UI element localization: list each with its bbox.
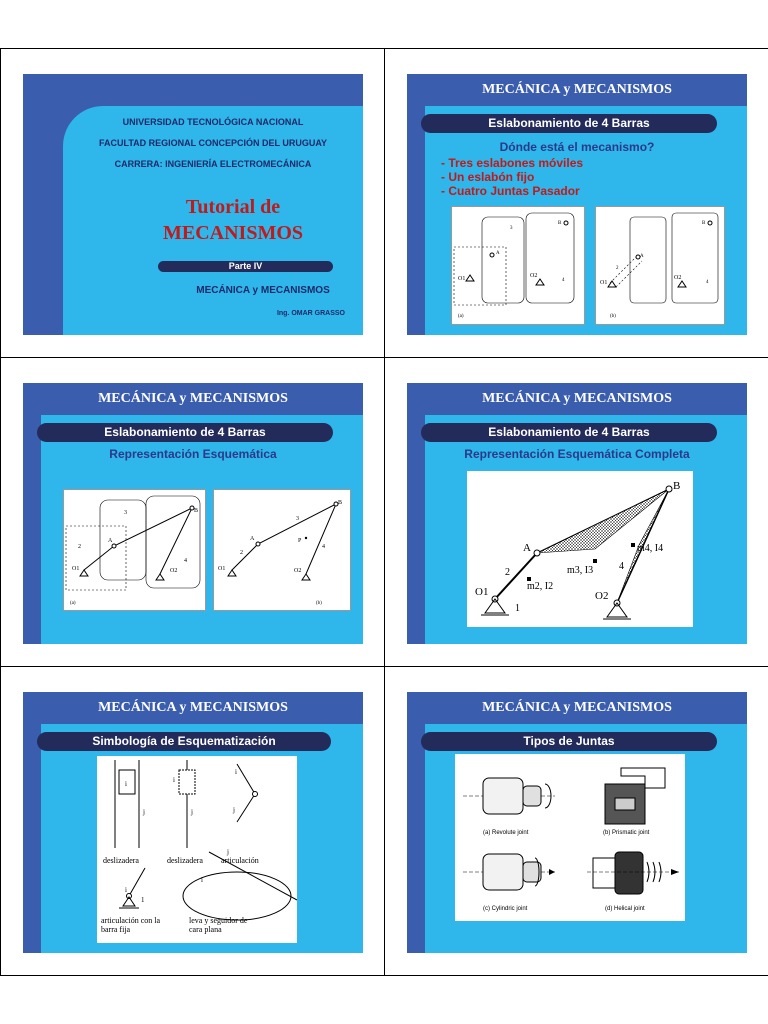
section-pill: Eslabonamiento de 4 Barras <box>421 423 717 442</box>
slide-header: MECÁNICA y MECANISMOS <box>482 82 672 97</box>
label-m4: m4, I4 <box>637 543 664 554</box>
career-line: CARRERA: INGENIERÍA ELECTROMECÁNICA <box>114 159 312 169</box>
svg-text:2: 2 <box>240 550 243 556</box>
svg-text:P: P <box>298 538 302 544</box>
svg-text:i: i <box>173 776 175 784</box>
svg-text:A: A <box>250 536 255 542</box>
schematic-drawing-a <box>64 490 205 610</box>
svg-text:1: 1 <box>141 896 145 904</box>
section-pill: Tipos de Juntas <box>421 732 717 751</box>
svg-text:i: i <box>125 780 127 788</box>
caption-slider-1: deslizadera <box>103 856 139 865</box>
svg-text:i: i <box>125 886 127 894</box>
svg-text:B: B <box>194 508 199 514</box>
svg-text:(b): (b) <box>316 601 322 606</box>
svg-text:O2: O2 <box>294 568 302 574</box>
svg-text:B: B <box>338 500 343 506</box>
author-line: Ing. OMAR GRASSO <box>276 310 345 317</box>
symbology-figure <box>97 756 297 943</box>
svg-text:4: 4 <box>184 558 187 564</box>
svg-text:O2: O2 <box>674 275 682 281</box>
joint-types-drawing <box>455 754 685 921</box>
label-B: B <box>673 480 681 492</box>
svg-text:O1: O1 <box>218 566 226 572</box>
svg-text:O2: O2 <box>530 273 538 279</box>
label-4: 4 <box>619 561 624 572</box>
faculty-line: FACULTAD REGIONAL CONCEPCIÓN DEL URUGUAY <box>98 138 327 148</box>
caption-ground-pin: articulación con la barra fija <box>101 916 161 934</box>
svg-text:4: 4 <box>322 544 325 550</box>
slide-subtitle: Representación Esquemática <box>109 447 277 461</box>
question-text: Dónde está el mecanismo? <box>499 140 655 154</box>
caption-slider-2: deslizadera <box>167 856 203 865</box>
svg-text:i: i <box>235 768 237 776</box>
slide-cell-3 <box>0 357 385 667</box>
caption-cylindric: (c) Cylindric joint <box>483 906 528 912</box>
bullet-item: - Tres eslabones móviles <box>441 156 584 170</box>
label-A: A <box>523 542 531 554</box>
svg-text:O1: O1 <box>72 566 80 572</box>
slide-symbology <box>23 692 363 953</box>
svg-text:j: j <box>191 808 193 816</box>
slide-complete-schematic <box>407 383 747 644</box>
label-m3: m3, I3 <box>567 565 594 576</box>
svg-text:i: i <box>201 876 203 884</box>
svg-text:3: 3 <box>296 516 299 522</box>
left-bar <box>407 692 425 953</box>
svg-text:B: B <box>558 221 562 226</box>
left-bar <box>407 383 425 644</box>
slide-cell-6 <box>384 666 768 976</box>
caption-revolute: (a) Revolute joint <box>483 830 529 836</box>
svg-text:A: A <box>496 251 500 256</box>
left-bar <box>23 383 41 644</box>
slide-cell-1 <box>0 48 385 358</box>
caption-cam: leva y seguidor de cara plana <box>189 916 248 934</box>
svg-text:O2: O2 <box>170 568 178 574</box>
symbology-drawing <box>97 756 297 943</box>
svg-text:(b): (b) <box>610 314 616 319</box>
slide-header: MECÁNICA y MECANISMOS <box>482 700 672 715</box>
bullet-list <box>441 156 583 198</box>
complete-schematic-figure <box>467 471 693 627</box>
section-pill: Eslabonamiento de 4 Barras <box>421 114 717 133</box>
slide-subtitle: Representación Esquemática Completa <box>464 447 690 461</box>
svg-text:A: A <box>640 254 644 259</box>
svg-text:O1: O1 <box>458 276 466 282</box>
svg-text:B: B <box>702 221 706 226</box>
slide-cell-2 <box>384 48 768 358</box>
slide-schematic <box>23 383 363 644</box>
caption-pin-joint: articulación <box>221 856 259 865</box>
slide-header: MECÁNICA y MECANISMOS <box>98 700 288 715</box>
label-1: 1 <box>515 603 520 614</box>
svg-text:2: 2 <box>78 544 81 550</box>
slide-header: MECÁNICA y MECANISMOS <box>482 391 672 406</box>
svg-text:4: 4 <box>706 280 709 285</box>
svg-text:j: j <box>227 848 229 856</box>
schematic-drawing-b <box>214 490 350 610</box>
tutorial-title-2: MECANISMOS <box>162 222 303 244</box>
joint-types-figure <box>455 754 685 921</box>
schematic-figure-b <box>213 489 351 611</box>
svg-text:j: j <box>143 808 145 816</box>
bullet-item: - Un eslabón fijo <box>441 170 535 184</box>
svg-text:3: 3 <box>124 510 127 516</box>
svg-text:A: A <box>108 538 113 544</box>
slide-cell-5 <box>0 666 385 976</box>
svg-text:3: 3 <box>510 226 513 231</box>
linkage-drawing-b <box>596 207 724 324</box>
svg-text:O1: O1 <box>600 280 608 286</box>
svg-text:(a): (a) <box>70 601 76 606</box>
title-slide <box>23 74 363 335</box>
label-m2: m2, I2 <box>527 581 554 592</box>
linkage-drawing-a <box>452 207 584 324</box>
svg-text:2: 2 <box>616 266 619 271</box>
slide-header: MECÁNICA y MECANISMOS <box>98 391 288 406</box>
university-line: UNIVERSIDAD TECNOLÓGICA NACIONAL <box>122 117 304 127</box>
tutorial-title-1: Tutorial de <box>185 196 281 218</box>
left-bar <box>407 74 425 335</box>
slide-joint-types <box>407 692 747 953</box>
svg-text:j: j <box>233 806 235 814</box>
linkage-figure-b <box>595 206 725 325</box>
label-O2: O2 <box>595 590 609 602</box>
slide-where-mechanism <box>407 74 747 335</box>
slide-cell-4 <box>384 357 768 667</box>
bullet-item: - Cuatro Juntas Pasador <box>441 184 580 198</box>
label-O1: O1 <box>475 586 489 598</box>
label-2: 2 <box>505 567 510 578</box>
svg-text:(a): (a) <box>458 314 464 319</box>
left-bar <box>23 692 41 953</box>
linkage-figure-a <box>451 206 585 325</box>
section-pill: Eslabonamiento de 4 Barras <box>37 423 333 442</box>
svg-text:4: 4 <box>562 278 565 283</box>
subject-line: MECÁNICA y MECANISMOS <box>196 285 330 296</box>
part-pill: Parte IV <box>158 261 333 272</box>
caption-helical: (d) Helical joint <box>605 906 645 912</box>
caption-prismatic: (b) Prismatic joint <box>603 830 650 836</box>
complete-schematic-drawing <box>467 471 693 627</box>
section-pill: Simbología de Esquematización <box>37 732 331 751</box>
schematic-figure-a <box>63 489 206 611</box>
